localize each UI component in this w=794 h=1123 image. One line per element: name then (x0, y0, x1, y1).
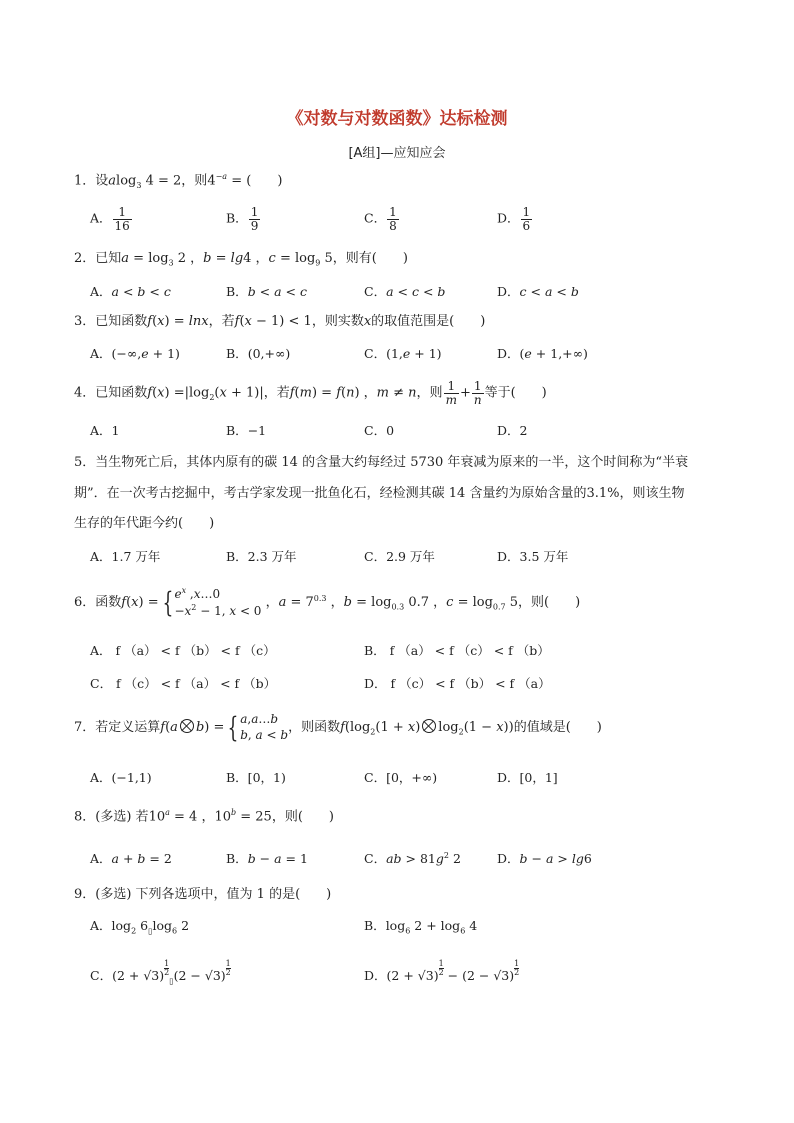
q4-option-b: B．−1 (226, 423, 267, 438)
q5-option-c: C．2.9 万年 (364, 549, 435, 564)
q5-option-b: B．2.3 万年 (226, 549, 297, 564)
q6-option-d: D． f （c） < f （b） < f （a） (364, 676, 551, 691)
q1-paren: ( ) (246, 173, 283, 189)
q6-option-b: B． f （a） < f （c） < f （b） (364, 643, 550, 658)
question-8: 8．(多选) 若$10^a = 4$ ，$10^b = 25$，则( ) (74, 808, 334, 825)
q8-option-d: D．b − a > lg6 (497, 851, 592, 866)
q8-option-b: B．b − a = 1 (226, 851, 308, 866)
q3-option-b: B．(0,+∞) (226, 346, 291, 361)
q1-option-d: D． $\frac{1}{6}$ (497, 205, 531, 233)
q2-option-b: B．b < a < c (226, 284, 308, 299)
question-9: 9．(多选) 下列各选项中，值为 1 的是( ) (74, 887, 332, 902)
q4-option-a: A．1 (90, 423, 120, 438)
question-6: 6．函数f(x) = { $e^x$ ,x…0 $-x^2 - 1$, x < 0 ，$a = 7^{0.3}$ ，$b = \log_{0.3} 0.7$ ，$c = \log_{0.7} 5$，则( ) (74, 585, 581, 619)
section-subtitle: [A组]—应知应会 (348, 146, 446, 161)
otimes-icon (180, 719, 194, 733)
q8-option-a: A．a + b = 2 (90, 851, 172, 866)
q2-option-d: D．c < a < b (497, 284, 579, 299)
q1-option-b: B． $\frac{1}{9}$ (226, 205, 259, 233)
q4-option-c: C．0 (364, 423, 395, 438)
question-1: 1．设alog$_3$ 4 = 2，则$4^{-a}$ = ( ) (74, 172, 283, 190)
q6-option-a: A． f （a） < f （b） < f （c） (90, 643, 276, 658)
q2-option-c: C．a < c < b (364, 284, 446, 299)
q4-option-d: D．2 (497, 423, 528, 438)
q8-option-c: C．ab > $81g^2$ 2 (364, 851, 461, 867)
q7-option-d: D．[0，1] (497, 770, 558, 785)
q1-head: 1．设 (74, 173, 109, 189)
q7-option-c: C．[0，+∞) (364, 770, 438, 785)
otimes-icon (422, 719, 436, 733)
q3-option-d: D．(e + 1,+∞) (497, 346, 588, 361)
q5-option-d: D．3.5 万年 (497, 549, 569, 564)
question-5-line-3: 生存的年代距今约( ) (74, 516, 215, 531)
question-7: 7．若定义运算f(a b) = { a,a…b b, a < b ，则函数$f(\log_2(1 + x) \log_2(1 - x))$的值域是( ) (74, 710, 602, 744)
q7-option-a: A．(−1,1) (90, 770, 152, 785)
q3-option-a: A．(−∞,e + 1) (90, 346, 180, 361)
q7-option-b: B．[0，1) (226, 770, 286, 785)
q9-option-b: B．$\log_6 2 + \log_6 4$ (364, 918, 478, 936)
q9-option-c: C．(2 + √3) $\frac{1}{2}$ $_▯$(2 − √3) $\frac{1}{2}$ (90, 959, 231, 986)
question-3: 3．已知函数f(x) = lnx，若f(x − 1) < 1，则实数x的取值范围是( ) (74, 314, 486, 329)
q2-option-a: A．a < b < c (90, 284, 171, 299)
q9-option-a: A．$\log_2 6_▯\log_6$ 2 (90, 918, 190, 936)
question-4: 4．已知函数$f(x) =|\log_2(x + 1)|$，若f(m) = f(n) ，m ≠ n，则 $\frac{1}{m}$ + $\frac{1}{n}$ 等于( ) (74, 379, 547, 407)
q1-tail: ，则 (181, 173, 208, 189)
q9-option-d: D．(2 + √3) $\frac{1}{2}$ − (2 − √3) $\frac{1}{2}$ (364, 959, 520, 984)
question-5-line-1: 5．当生物死亡后，其体内原有的碳 14 的含量大约每经过 5730 年衰减为原来的一半，这个时间称为“半衰 (74, 455, 689, 470)
q1-option-c: C． $\frac{1}{8}$ (364, 205, 397, 233)
q5-option-a: A．1.7 万年 (90, 549, 161, 564)
q3-option-c: C．(1,e + 1) (364, 346, 442, 361)
page-title: 《对数与对数函数》达标检测 (286, 109, 508, 129)
question-2: 2．已知$a = \log_3 2$ ，b = lg4 ，$c = \log_9 5$，则有( ) (74, 251, 408, 268)
question-5-line-2: 期”．在一次考古挖掘中，考古学家发现一批鱼化石，经检测其碳 14 含量约为原始含量的3.1%，则该生物 (74, 486, 685, 501)
q1-option-a: A． $\frac{1}{16}$ (90, 205, 130, 233)
q6-option-c: C． f （c） < f （a） < f （b） (90, 676, 277, 691)
